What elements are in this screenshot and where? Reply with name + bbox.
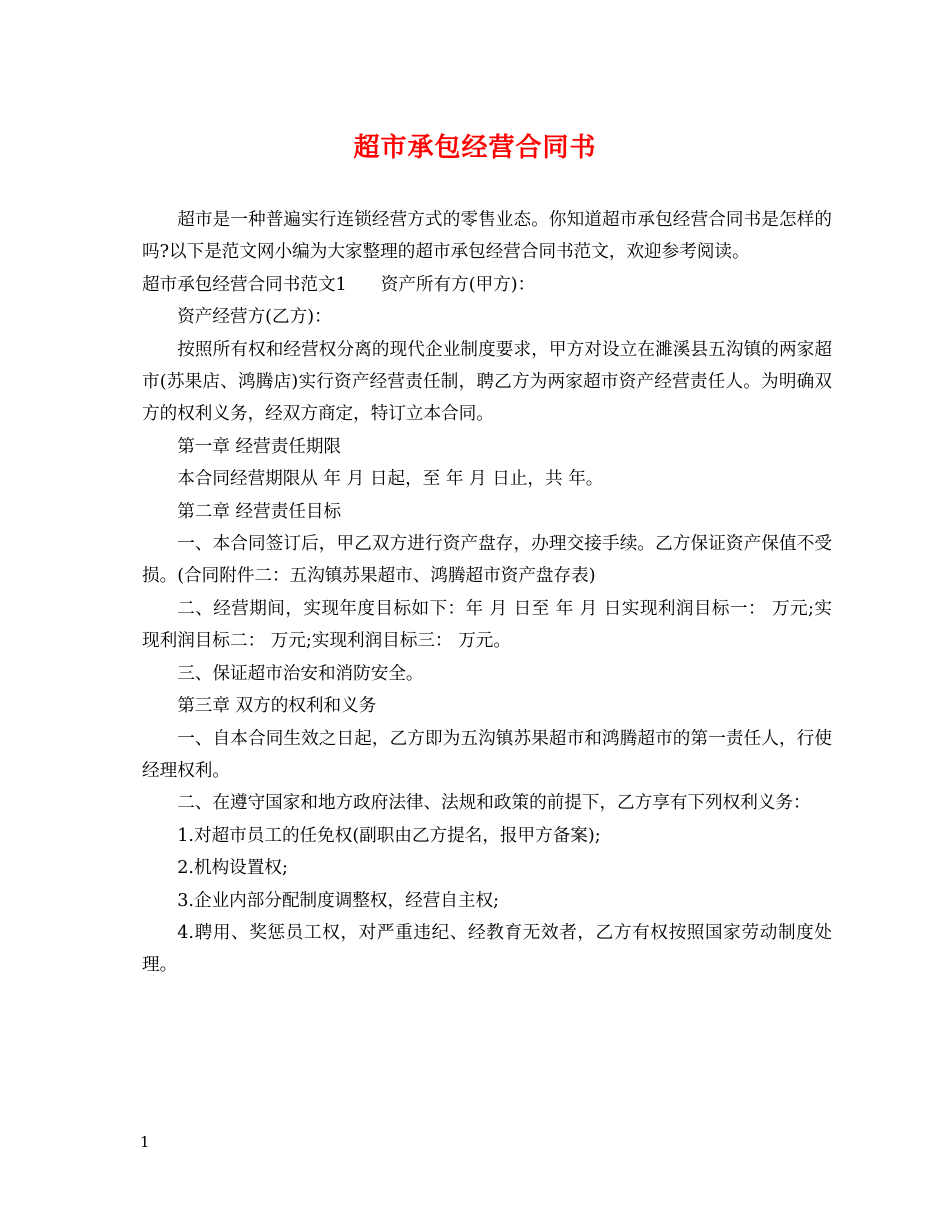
document-title: 超市承包经营合同书 [353, 133, 597, 163]
paragraph-intro: 超市是一种普遍实行连锁经营方式的零售业态。你知道超市承包经营合同书是怎样的吗?以下是范文网小编为大家整理的超市承包经营合同书范文，欢迎参考阅读。 [142, 210, 832, 263]
paragraph-rights-1: 一、自本合同生效之日起，乙方即为五沟镇苏果超市和鸿腾超市的第一责任人，行使经理权利。 [142, 728, 832, 781]
document-body [142, 204, 832, 982]
paragraph-party-b: 资产经营方(乙方)： [177, 307, 332, 328]
paragraph-term: 本合同经营期限从 年 月 日起，至 年 月 日止，共 年。 [177, 469, 604, 490]
sample-heading-text: 超市承包经营合同书范文1 [142, 274, 347, 295]
paragraph-target-1: 一、本合同签订后，甲乙双方进行资产盘存，办理交接手续。乙方保证资产保值不受损。(合同附件二：五沟镇苏果超市、鸿腾超市资产盘存表) [142, 534, 832, 587]
list-item-3: 3.企业内部分配制度调整权，经营自主权; [177, 890, 499, 911]
paragraph-preamble: 按照所有权和经营权分离的现代企业制度要求，甲方对设立在濉溪县五沟镇的两家超市(苏果店、鸿腾店)实行资产经营责任制，聘乙方为两家超市资产经营责任人。为明确双方的权利义务，经双方商定，特订立本合同。 [142, 339, 832, 425]
chapter-3-heading: 第三章 双方的权利和义务 [177, 696, 377, 717]
paragraph-target-3: 三、保证超市治安和消防安全。 [177, 663, 424, 684]
paragraph-target-2: 二、经营期间，实现年度目标如下：年 月 日至 年 月 日实现利润目标一： 万元;实现利润目标二： 万元;实现利润目标三： 万元。 [142, 598, 832, 652]
paragraph-rights-2: 二、在遵守国家和地方政府法律、法规和政策的前提下，乙方享有下列权利义务： [177, 793, 811, 814]
list-item-2: 2.机构设置权; [177, 858, 288, 879]
paragraph-sample-heading [142, 269, 832, 301]
party-a-label: 资产所有方(甲方)： [380, 274, 536, 295]
list-item-4: 4.聘用、奖惩员工权，对严重违纪、经教育无效者，乙方有权按照国家劳动制度处理。 [142, 922, 832, 976]
page-number: 1 [140, 1133, 150, 1151]
list-item-1: 1.对超市员工的任免权(副职由乙方提名，报甲方备案); [177, 825, 601, 846]
chapter-1-heading: 第一章 经营责任期限 [177, 436, 342, 457]
chapter-2-heading: 第二章 经营责任目标 [177, 501, 342, 522]
